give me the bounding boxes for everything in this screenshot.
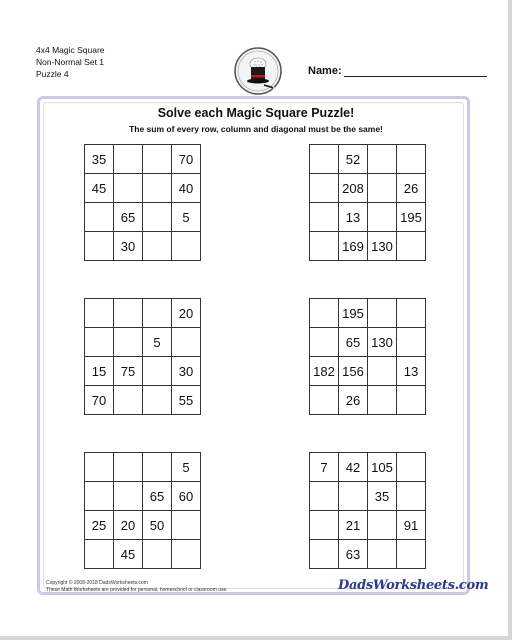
given-number-cell: 195 xyxy=(397,203,426,232)
blank-answer-cell[interactable] xyxy=(143,453,172,482)
blank-answer-cell[interactable] xyxy=(114,453,143,482)
blank-answer-cell[interactable] xyxy=(85,453,114,482)
given-number-cell: 55 xyxy=(172,386,201,415)
blank-answer-cell[interactable] xyxy=(85,299,114,328)
blank-answer-cell[interactable] xyxy=(368,145,397,174)
given-number-cell: 60 xyxy=(172,482,201,511)
given-number-cell: 5 xyxy=(172,453,201,482)
given-number-cell: 35 xyxy=(85,145,114,174)
given-number-cell: 195 xyxy=(339,299,368,328)
name-label: Name: xyxy=(308,65,342,77)
blank-answer-cell[interactable] xyxy=(114,328,143,357)
blank-answer-cell[interactable] xyxy=(172,511,201,540)
footer-copyright-block xyxy=(46,580,228,594)
worksheet-puzzle-number: Puzzle 4 xyxy=(36,69,69,79)
worksheet-title: 4x4 Magic Square xyxy=(36,45,105,55)
blank-answer-cell[interactable] xyxy=(310,540,339,569)
given-number-cell: 20 xyxy=(172,299,201,328)
given-number-cell: 21 xyxy=(339,511,368,540)
blank-answer-cell[interactable] xyxy=(310,386,339,415)
given-number-cell: 13 xyxy=(397,357,426,386)
blank-answer-cell[interactable] xyxy=(85,203,114,232)
worksheet-set: Non-Normal Set 1 xyxy=(36,57,105,67)
given-number-cell: 15 xyxy=(85,357,114,386)
given-number-cell: 105 xyxy=(368,453,397,482)
blank-answer-cell[interactable] xyxy=(143,145,172,174)
name-field[interactable] xyxy=(308,65,487,77)
footer-copyright: Copyright © 2008-2018 DadsWorksheets.com xyxy=(46,580,148,586)
given-number-cell: 70 xyxy=(172,145,201,174)
blank-answer-cell[interactable] xyxy=(397,540,426,569)
blank-answer-cell[interactable] xyxy=(114,145,143,174)
blank-answer-cell[interactable] xyxy=(85,540,114,569)
blank-answer-cell[interactable] xyxy=(114,386,143,415)
given-number-cell: 42 xyxy=(339,453,368,482)
blank-answer-cell[interactable] xyxy=(114,482,143,511)
given-number-cell: 45 xyxy=(85,174,114,203)
magic-square-5 xyxy=(84,452,201,569)
given-number-cell: 75 xyxy=(114,357,143,386)
blank-answer-cell[interactable] xyxy=(368,386,397,415)
magic-square-3 xyxy=(84,298,201,415)
given-number-cell: 25 xyxy=(85,511,114,540)
given-number-cell: 50 xyxy=(143,511,172,540)
page-subtitle: The sum of every row, column and diagonal must be the same! xyxy=(129,124,383,134)
given-number-cell: 5 xyxy=(143,328,172,357)
blank-answer-cell[interactable] xyxy=(172,540,201,569)
blank-answer-cell[interactable] xyxy=(85,482,114,511)
given-number-cell: 130 xyxy=(368,328,397,357)
given-number-cell: 5 xyxy=(172,203,201,232)
page-title: Solve each Magic Square Puzzle! xyxy=(157,106,355,120)
blank-answer-cell[interactable] xyxy=(310,232,339,261)
blank-answer-cell[interactable] xyxy=(310,299,339,328)
given-number-cell: 13 xyxy=(339,203,368,232)
name-input-line[interactable] xyxy=(344,66,487,77)
given-number-cell: 26 xyxy=(339,386,368,415)
blank-answer-cell[interactable] xyxy=(397,145,426,174)
blank-answer-cell[interactable] xyxy=(143,232,172,261)
blank-answer-cell[interactable] xyxy=(310,328,339,357)
blank-answer-cell[interactable] xyxy=(310,203,339,232)
given-number-cell: 65 xyxy=(339,328,368,357)
magic-square-4 xyxy=(309,298,426,415)
blank-answer-cell[interactable] xyxy=(143,174,172,203)
magic-square-2 xyxy=(309,144,426,261)
given-number-cell: 52 xyxy=(339,145,368,174)
blank-answer-cell[interactable] xyxy=(368,203,397,232)
blank-answer-cell[interactable] xyxy=(310,145,339,174)
given-number-cell: 30 xyxy=(172,357,201,386)
given-number-cell: 208 xyxy=(339,174,368,203)
given-number-cell: 65 xyxy=(143,482,172,511)
worksheet-info xyxy=(36,44,105,80)
blank-answer-cell[interactable] xyxy=(368,174,397,203)
blank-answer-cell[interactable] xyxy=(143,299,172,328)
blank-answer-cell[interactable] xyxy=(310,482,339,511)
given-number-cell: 30 xyxy=(114,232,143,261)
footer-usage-note: These Math Worksheets are provided for personal, homeschool or classroom use. xyxy=(46,587,228,593)
given-number-cell: 26 xyxy=(397,174,426,203)
given-number-cell: 40 xyxy=(172,174,201,203)
blank-answer-cell[interactable] xyxy=(368,299,397,328)
site-logo: DadsWorksheets.com xyxy=(338,578,489,593)
blank-answer-cell[interactable] xyxy=(172,328,201,357)
given-number-cell: 65 xyxy=(114,203,143,232)
given-number-cell: 130 xyxy=(368,232,397,261)
blank-answer-cell[interactable] xyxy=(143,203,172,232)
given-number-cell: 20 xyxy=(114,511,143,540)
blank-answer-cell[interactable] xyxy=(397,453,426,482)
blank-answer-cell[interactable] xyxy=(143,386,172,415)
given-number-cell: 156 xyxy=(339,357,368,386)
blank-answer-cell[interactable] xyxy=(85,328,114,357)
blank-answer-cell[interactable] xyxy=(114,299,143,328)
blank-answer-cell[interactable] xyxy=(310,174,339,203)
magic-square-6 xyxy=(309,452,426,569)
blank-answer-cell[interactable] xyxy=(397,299,426,328)
blank-answer-cell[interactable] xyxy=(368,511,397,540)
given-number-cell: 7 xyxy=(310,453,339,482)
given-number-cell: 63 xyxy=(339,540,368,569)
given-number-cell: 35 xyxy=(368,482,397,511)
blank-answer-cell[interactable] xyxy=(397,386,426,415)
given-number-cell: 45 xyxy=(114,540,143,569)
given-number-cell: 91 xyxy=(397,511,426,540)
blank-answer-cell[interactable] xyxy=(114,174,143,203)
blank-answer-cell[interactable] xyxy=(143,357,172,386)
blank-answer-cell[interactable] xyxy=(310,511,339,540)
blank-answer-cell[interactable] xyxy=(339,482,368,511)
blank-answer-cell[interactable] xyxy=(397,232,426,261)
blank-answer-cell[interactable] xyxy=(85,232,114,261)
blank-answer-cell[interactable] xyxy=(397,328,426,357)
blank-answer-cell[interactable] xyxy=(397,482,426,511)
blank-answer-cell[interactable] xyxy=(368,357,397,386)
given-number-cell: 70 xyxy=(85,386,114,415)
given-number-cell: 169 xyxy=(339,232,368,261)
blank-answer-cell[interactable] xyxy=(143,540,172,569)
magic-hat-icon xyxy=(233,46,283,96)
given-number-cell: 182 xyxy=(310,357,339,386)
magic-square-1 xyxy=(84,144,201,261)
blank-answer-cell[interactable] xyxy=(172,232,201,261)
blank-answer-cell[interactable] xyxy=(368,540,397,569)
